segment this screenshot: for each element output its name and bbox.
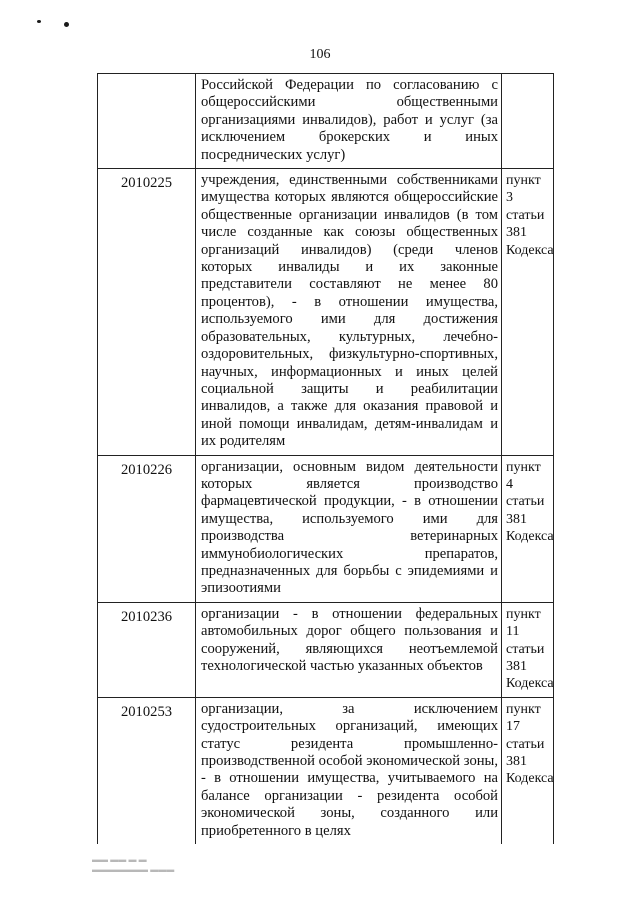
row-description: учреждения, единственными собственниками имущества которых являются общероссийские общественные организации инвалидов (в том числе созданные как союзы общественных организаций инвалидов) (среди членов которых инвалиды и их законные представители составляют не менее 80 процентов), - в отношении имущества, используемого ими для достижения образовательных, культурных, лечебно-оздоровительных, физкультурно-спортивных, научных, информационных и иных целей социальной защиты и реабилитации инвалидов, а также для оказания правовой и иной помощи инвалидам, детям-инвалидам и их родителям — [196, 169, 502, 456]
faint-margin-stamp: ▬▬ ▬▬ ▬ ▬ ▬▬▬▬▬▬▬ ▬▬▬ — [92, 855, 175, 874]
table-row — [98, 169, 554, 456]
scan-speck — [37, 20, 41, 23]
row-code: 2010225 — [98, 169, 196, 456]
table-row — [98, 602, 554, 697]
row-reference: пункт 17 статьи 381 Кодекса — [502, 697, 554, 844]
scan-speck — [64, 22, 69, 27]
row-description: Российской Федерации по согласованию с общероссийскими общественными организациями инвалидов), работ и услуг (за исключением брокерских и иных посреднических услуг) — [196, 74, 502, 169]
row-description: организации - в отношении федеральных автомобильных дорог общего пользования и сооружений, являющихся неотъемлемой технологической частью указанных объектов — [196, 602, 502, 697]
table-row — [98, 697, 554, 844]
row-description: организации, за исключением судостроительных организаций, имеющих статус резидента промышленно-производственной особой экономической зоны, - в отношении имущества, учитываемого на балансе организации - резидента особой экономической зоны, созданного или приобретенного в целях — [196, 697, 502, 844]
table-row — [98, 455, 554, 602]
row-code: 2010236 — [98, 602, 196, 697]
row-reference: пункт 3 статьи 381 Кодекса — [502, 169, 554, 456]
table-row — [98, 74, 554, 169]
row-reference — [502, 74, 554, 169]
row-code — [98, 74, 196, 169]
row-reference: пункт 11 статьи 381 Кодекса — [502, 602, 554, 697]
row-description: организации, основным видом деятельности которых является производство фармацевтической продукции, - в отношении имущества, используемого ими для производства ветеринарных иммунобиологических препаратов, предназначенных для борьбы с эпидемиями и эпизоотиями — [196, 455, 502, 602]
row-reference: пункт 4 статьи 381 Кодекса — [502, 455, 554, 602]
page-number: 106 — [309, 47, 331, 62]
row-code: 2010253 — [98, 697, 196, 844]
row-code: 2010226 — [98, 455, 196, 602]
tax-exemption-table — [97, 73, 554, 844]
